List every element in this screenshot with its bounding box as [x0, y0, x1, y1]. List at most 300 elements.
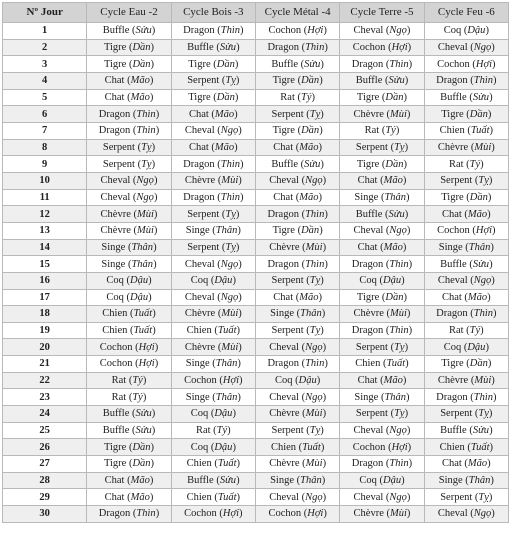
animal-name-fr: Serpent — [355, 141, 388, 153]
animal-name-vi: Thìn — [473, 75, 494, 87]
zodiac-cell: Cheval (Ngọ) — [340, 23, 424, 40]
animal-name-vi: Mão — [467, 291, 488, 303]
animal-name-fr: Serpent — [271, 275, 304, 287]
animal-name-vi: Ngọ — [473, 275, 492, 287]
zodiac-cell: Chat (Mão) — [424, 206, 508, 223]
zodiac-cell: Rat (Tý) — [340, 122, 424, 139]
animal-name-fr: Cheval — [100, 175, 131, 187]
day-number-cell: 20 — [3, 339, 87, 356]
animal-name-vi: Ngọ — [305, 175, 323, 187]
animal-name-fr: Singe — [185, 391, 210, 403]
animal-name-fr: Cheval — [353, 491, 384, 503]
animal-name-fr: Cochon — [184, 508, 217, 520]
zodiac-cell: Singe (Thân) — [255, 472, 339, 489]
table-row — [3, 272, 509, 289]
animal-name-vi: Mão — [383, 241, 403, 253]
animal-name-fr: Rat — [111, 391, 127, 403]
animal-name-vi: Hợi — [391, 41, 408, 53]
animal-name-fr: Chèvre — [437, 375, 469, 387]
animal-name-vi: Tỵ — [478, 408, 489, 420]
zodiac-cell: Cheval (Ngọ) — [255, 489, 339, 506]
animal-name-fr: Dragon — [267, 258, 299, 270]
animal-name-vi: Hợi — [138, 358, 155, 370]
header-day-number: Nº Jour — [3, 3, 87, 23]
zodiac-cell: Cochon (Hợi) — [255, 23, 339, 40]
zodiac-cell: Singe (Thân) — [171, 356, 255, 373]
animal-name-vi: Thìn — [305, 358, 325, 370]
animal-name-vi: Ngọ — [220, 125, 239, 137]
animal-name-vi: Tý — [385, 125, 396, 137]
zodiac-cell: Serpent (Tỵ) — [171, 206, 255, 223]
zodiac-cell: Chèvre (Mùi) — [255, 456, 339, 473]
zodiac-cell: Serpent (Tỵ) — [87, 139, 171, 156]
animal-name-vi: Thân — [215, 358, 238, 370]
zodiac-cell: Dragon (Thìn) — [255, 356, 339, 373]
zodiac-cell: Coq (Dậu) — [171, 272, 255, 289]
animal-name-vi: Tuất — [133, 325, 153, 337]
animal-name-fr: Chien — [439, 125, 465, 137]
animal-name-vi: Mùi — [389, 108, 407, 120]
zodiac-cell: Serpent (Tỵ) — [87, 156, 171, 173]
zodiac-cell: Tigre (Dần) — [424, 189, 508, 206]
zodiac-cell: Tigre (Dần) — [87, 39, 171, 56]
day-number-cell: 7 — [3, 122, 87, 139]
zodiac-cell: Coq (Dậu) — [87, 272, 171, 289]
zodiac-cell: Dragon (Thìn) — [424, 72, 508, 89]
zodiac-cell: Cheval (Ngọ) — [340, 489, 424, 506]
header-row — [3, 3, 509, 23]
zodiac-cell: Dragon (Thìn) — [340, 322, 424, 339]
header-cycle-earth: Cycle Terre -5 — [340, 3, 424, 23]
animal-name-fr: Chat — [441, 291, 462, 303]
animal-name-vi: Mão — [299, 291, 319, 303]
animal-name-fr: Cochon — [99, 341, 133, 353]
zodiac-cell: Chat (Mão) — [171, 139, 255, 156]
animal-name-fr: Chien — [102, 308, 128, 320]
header-cycle-metal: Cycle Métal -4 — [255, 3, 339, 23]
day-number-cell: 17 — [3, 289, 87, 306]
zodiac-cell: Chèvre (Mùi) — [340, 306, 424, 323]
animal-name-vi: Dần — [385, 291, 404, 303]
animal-name-vi: Tý — [301, 91, 312, 103]
animal-name-vi: Thìn — [136, 125, 156, 137]
zodiac-cell: Dragon (Thìn) — [171, 156, 255, 173]
animal-name-fr: Chat — [188, 108, 209, 120]
animal-name-vi: Ngọ — [305, 391, 323, 403]
animal-name-fr: Tigre — [272, 125, 295, 137]
animal-name-vi: Hợi — [222, 375, 240, 387]
table-row — [3, 422, 509, 439]
zodiac-cell: Buffle (Sửu) — [424, 256, 508, 273]
day-number-cell: 3 — [3, 56, 87, 73]
animal-name-vi: Mùi — [221, 341, 239, 353]
animal-name-fr: Chèvre — [100, 225, 131, 237]
table-row — [3, 289, 509, 306]
animal-name-fr: Chèvre — [184, 308, 216, 320]
zodiac-cell: Tigre (Dần) — [87, 439, 171, 456]
animal-name-fr: Dragon — [436, 308, 468, 320]
animal-name-vi: Mùi — [305, 458, 323, 470]
zodiac-cell: Singe (Thân) — [171, 222, 255, 239]
animal-name-vi: Sửu — [304, 158, 321, 170]
zodiac-cell: Tigre (Dần) — [87, 56, 171, 73]
zodiac-cell: Dragon (Thìn) — [171, 23, 255, 40]
animal-name-vi: Mão — [467, 208, 488, 220]
animal-name-fr: Cheval — [437, 275, 468, 287]
animal-name-vi: Ngọ — [220, 291, 239, 303]
animal-name-fr: Coq — [443, 25, 462, 37]
day-number-cell: 21 — [3, 356, 87, 373]
animal-name-vi: Sửu — [135, 408, 152, 420]
zodiac-cell: Singe (Thân) — [255, 306, 339, 323]
table-row — [3, 106, 509, 123]
animal-name-vi: Sửu — [304, 58, 321, 70]
zodiac-cell: Serpent (Tỵ) — [255, 106, 339, 123]
zodiac-cell: Serpent (Tỵ) — [255, 322, 339, 339]
animal-name-vi: Mùi — [474, 375, 492, 387]
animal-name-fr: Chèvre — [353, 508, 384, 520]
animal-name-vi: Dậu — [383, 275, 402, 287]
animal-name-vi: Dần — [132, 41, 151, 53]
zodiac-cell: Buffle (Sửu) — [87, 406, 171, 423]
animal-name-vi: Ngọ — [136, 191, 154, 203]
zodiac-cell: Cheval (Ngọ) — [255, 389, 339, 406]
animal-name-fr: Tigre — [441, 358, 464, 370]
animal-name-vi: Tỵ — [141, 141, 152, 153]
animal-name-fr: Dragon — [267, 208, 299, 220]
animal-name-vi: Thân — [215, 391, 238, 403]
animal-name-fr: Rat — [448, 325, 464, 337]
zodiac-cell: Chien (Tuất) — [340, 356, 424, 373]
animal-name-fr: Tigre — [356, 91, 380, 103]
zodiac-cell: Serpent (Tỵ) — [255, 272, 339, 289]
table-row — [3, 256, 509, 273]
animal-name-vi: Tỵ — [478, 175, 489, 187]
table-row — [3, 56, 509, 73]
animal-name-fr: Cheval — [353, 25, 384, 37]
animal-name-fr: Chien — [270, 441, 297, 453]
zodiac-cell: Cochon (Hợi) — [171, 372, 255, 389]
zodiac-cell: Serpent (Tỵ) — [255, 422, 339, 439]
animal-name-vi: Sửu — [135, 25, 152, 37]
zodiac-cell: Tigre (Dần) — [87, 456, 171, 473]
animal-name-fr: Singe — [354, 391, 379, 403]
zodiac-cell: Cheval (Ngọ) — [87, 189, 171, 206]
animal-name-vi: Ngọ — [220, 258, 239, 270]
animal-name-vi: Ngọ — [389, 25, 407, 37]
animal-name-vi: Dậu — [214, 408, 233, 420]
animal-name-fr: Serpent — [271, 425, 304, 437]
animal-name-fr: Chat — [273, 291, 294, 303]
zodiac-cell: Rat (Tý) — [87, 389, 171, 406]
animal-name-vi: Hợi — [475, 58, 493, 70]
animal-name-fr: Serpent — [187, 208, 220, 220]
animal-name-fr: Cheval — [184, 291, 215, 303]
animal-name-fr: Buffle — [440, 425, 467, 437]
animal-name-fr: Dragon — [98, 125, 131, 137]
animal-name-vi: Dần — [216, 91, 235, 103]
zodiac-cell: Buffle (Sửu) — [87, 23, 171, 40]
animal-name-fr: Chèvre — [269, 458, 300, 470]
animal-name-vi: Hợi — [222, 508, 240, 520]
animal-name-fr: Coq — [106, 291, 124, 303]
animal-name-vi: Sửu — [472, 91, 490, 103]
day-number-cell: 1 — [3, 23, 87, 40]
day-number-cell: 30 — [3, 506, 87, 523]
zodiac-cell: Tigre (Dần) — [340, 89, 424, 106]
table-row — [3, 389, 509, 406]
zodiac-cell: Cheval (Ngọ) — [255, 339, 339, 356]
animal-name-fr: Buffle — [187, 41, 214, 53]
animal-name-fr: Dragon — [267, 358, 299, 370]
animal-name-fr: Rat — [448, 158, 464, 170]
day-number-cell: 27 — [3, 456, 87, 473]
zodiac-cell: Coq (Dậu) — [424, 339, 508, 356]
animal-name-fr: Tigre — [188, 58, 211, 70]
animal-name-vi: Dậu — [467, 341, 486, 353]
animal-name-vi: Mão — [383, 375, 403, 387]
animal-name-vi: Dần — [132, 441, 151, 453]
animal-name-fr: Tigre — [356, 158, 380, 170]
zodiac-cell: Chien (Tuất) — [87, 322, 171, 339]
animal-name-fr: Chat — [357, 175, 378, 187]
zodiac-cell: Dragon (Thìn) — [255, 256, 339, 273]
animal-name-fr: Singe — [101, 258, 126, 270]
animal-name-fr: Chien — [186, 325, 212, 337]
animal-name-vi: Thìn — [389, 258, 409, 270]
animal-name-vi: Ngọ — [473, 508, 492, 520]
animal-name-vi: Thìn — [220, 25, 241, 37]
zodiac-cell: Chèvre (Mùi) — [340, 506, 424, 523]
animal-name-fr: Cochon — [184, 375, 217, 387]
zodiac-cell: Serpent (Tỵ) — [340, 406, 424, 423]
zodiac-cell: Singe (Thân) — [340, 189, 424, 206]
header-cycle-wood: Cycle Bois -3 — [171, 3, 255, 23]
animal-name-fr: Buffle — [271, 58, 299, 70]
animal-name-fr: Cochon — [437, 58, 470, 70]
day-number-cell: 9 — [3, 156, 87, 173]
zodiac-cell: Chèvre (Mùi) — [171, 339, 255, 356]
zodiac-cell: Chèvre (Mùi) — [340, 106, 424, 123]
table-row — [3, 222, 509, 239]
animal-name-vi: Tỵ — [225, 208, 236, 220]
animal-name-vi: Tý — [469, 325, 481, 337]
animal-name-vi: Tỵ — [309, 108, 321, 120]
zodiac-cell: Dragon (Thìn) — [340, 256, 424, 273]
animal-name-vi: Dậu — [130, 291, 149, 303]
zodiac-cell: Cheval (Ngọ) — [171, 122, 255, 139]
animal-name-vi: Tuất — [386, 358, 406, 370]
zodiac-cell: Chat (Mão) — [340, 239, 424, 256]
zodiac-cell: Chien (Tuất) — [171, 489, 255, 506]
animal-name-fr: Chèvre — [100, 208, 131, 220]
table-row — [3, 406, 509, 423]
zodiac-cell: Chat (Mão) — [87, 89, 171, 106]
animal-name-vi: Thân — [131, 241, 154, 253]
zodiac-cell: Serpent (Tỵ) — [171, 239, 255, 256]
animal-name-vi: Hợi — [138, 341, 155, 353]
animal-name-fr: Serpent — [102, 141, 135, 153]
animal-name-vi: Tuất — [470, 125, 490, 137]
animal-name-vi: Thìn — [220, 158, 241, 170]
animal-name-vi: Thìn — [305, 41, 325, 53]
day-number-cell: 15 — [3, 256, 87, 273]
animal-name-vi: Dậu — [298, 375, 317, 387]
animal-name-vi: Tý — [132, 375, 143, 387]
animal-name-fr: Cochon — [437, 225, 470, 237]
animal-name-vi: Tuất — [302, 441, 321, 453]
animal-name-vi: Thân — [468, 475, 491, 487]
animal-name-vi: Tuất — [217, 491, 237, 503]
table-row — [3, 306, 509, 323]
animal-name-vi: Thìn — [473, 391, 494, 403]
zodiac-cell: Tigre (Dần) — [171, 89, 255, 106]
animal-name-vi: Dậu — [214, 275, 233, 287]
animal-name-fr: Buffle — [102, 425, 130, 437]
animal-name-fr: Cheval — [184, 258, 215, 270]
animal-name-vi: Dần — [469, 108, 488, 120]
zodiac-cell: Chat (Mão) — [340, 172, 424, 189]
animal-name-vi: Thìn — [389, 325, 409, 337]
animal-name-fr: Chat — [273, 141, 294, 153]
zodiac-cell: Cochon (Hợi) — [340, 439, 424, 456]
zodiac-cell: Chat (Mão) — [340, 372, 424, 389]
animal-name-fr: Serpent — [271, 108, 304, 120]
zodiac-cell: Coq (Dậu) — [340, 472, 424, 489]
zodiac-cell: Cheval (Ngọ) — [87, 172, 171, 189]
animal-name-vi: Sửu — [135, 425, 152, 437]
animal-name-vi: Sửu — [388, 208, 405, 220]
animal-name-fr: Tigre — [103, 58, 127, 70]
day-number-cell: 2 — [3, 39, 87, 56]
animal-name-fr: Tigre — [188, 91, 211, 103]
zodiac-cell: Buffle (Sửu) — [340, 206, 424, 223]
table-row — [3, 239, 509, 256]
animal-name-vi: Thìn — [473, 308, 494, 320]
animal-name-fr: Chat — [357, 375, 378, 387]
animal-name-fr: Serpent — [271, 325, 304, 337]
animal-name-fr: Chat — [273, 191, 294, 203]
day-number-cell: 11 — [3, 189, 87, 206]
day-number-cell: 25 — [3, 422, 87, 439]
animal-name-vi: Thìn — [220, 191, 241, 203]
animal-name-vi: Dần — [301, 75, 320, 87]
zodiac-cell: Singe (Thân) — [424, 472, 508, 489]
animal-name-vi: Thân — [384, 191, 407, 203]
animal-name-vi: Mão — [299, 141, 319, 153]
animal-name-vi: Hợi — [475, 225, 493, 237]
zodiac-cell: Cochon (Hợi) — [424, 56, 508, 73]
animal-name-vi: Mão — [383, 175, 403, 187]
animal-name-vi: Hợi — [307, 25, 324, 37]
animal-name-fr: Chat — [188, 141, 209, 153]
zodiac-cell: Dragon (Thìn) — [171, 189, 255, 206]
animal-name-fr: Singe — [438, 475, 463, 487]
zodiac-cell: Tigre (Dần) — [340, 289, 424, 306]
animal-name-vi: Tý — [469, 158, 481, 170]
table-row — [3, 172, 509, 189]
animal-name-vi: Tỵ — [309, 425, 321, 437]
zodiac-cell: Dragon (Thìn) — [424, 389, 508, 406]
table-row — [3, 156, 509, 173]
animal-name-fr: Serpent — [440, 491, 473, 503]
animal-name-fr: Serpent — [355, 408, 388, 420]
animal-name-fr: Dragon — [351, 325, 384, 337]
animal-name-vi: Tỵ — [394, 141, 405, 153]
animal-name-vi: Mão — [130, 75, 150, 87]
animal-name-fr: Chat — [104, 91, 125, 103]
zodiac-cell: Chat (Mão) — [424, 289, 508, 306]
animal-name-fr: Chèvre — [184, 341, 216, 353]
zodiac-cell: Cheval (Ngọ) — [424, 506, 508, 523]
animal-name-vi: Dần — [132, 458, 151, 470]
table-row — [3, 489, 509, 506]
animal-name-fr: Singe — [354, 191, 379, 203]
animal-name-vi: Dậu — [130, 275, 149, 287]
animal-name-fr: Serpent — [187, 75, 220, 87]
table-row — [3, 506, 509, 523]
zodiac-cell: Chat (Mão) — [87, 489, 171, 506]
animal-name-fr: Chat — [441, 208, 462, 220]
animal-name-fr: Cheval — [269, 391, 299, 403]
animal-name-vi: Sửu — [388, 75, 405, 87]
zodiac-cell: Dragon (Thìn) — [255, 206, 339, 223]
zodiac-cell: Serpent (Tỵ) — [171, 72, 255, 89]
animal-name-fr: Singe — [101, 241, 126, 253]
animal-name-vi: Dần — [469, 358, 488, 370]
zodiac-cell: Tigre (Dần) — [340, 156, 424, 173]
table-row — [3, 89, 509, 106]
zodiac-cell: Chien (Tuất) — [424, 122, 508, 139]
zodiac-cell: Chèvre (Mùi) — [87, 206, 171, 223]
animal-name-fr: Dragon — [183, 191, 215, 203]
animal-name-vi: Mão — [130, 491, 150, 503]
animal-name-vi: Mão — [130, 91, 150, 103]
zodiac-cell: Singe (Thân) — [87, 256, 171, 273]
animal-name-fr: Chèvre — [437, 141, 469, 153]
animal-name-fr: Tigre — [441, 108, 464, 120]
zodiac-cell: Cochon (Hợi) — [171, 506, 255, 523]
zodiac-cell: Rat (Tý) — [87, 372, 171, 389]
animal-name-vi: Dần — [469, 191, 488, 203]
day-number-cell: 4 — [3, 72, 87, 89]
animal-name-vi: Tỵ — [478, 491, 489, 503]
animal-name-fr: Buffle — [440, 91, 467, 103]
animal-name-fr: Chat — [104, 475, 125, 487]
animal-name-fr: Buffle — [187, 475, 214, 487]
animal-name-fr: Coq — [190, 408, 209, 420]
animal-name-fr: Chat — [104, 491, 125, 503]
animal-name-fr: Chat — [441, 458, 462, 470]
animal-name-vi: Ngọ — [136, 175, 154, 187]
zodiac-cell: Serpent (Tỵ) — [424, 172, 508, 189]
animal-name-vi: Tỵ — [309, 275, 321, 287]
zodiac-cell: Singe (Thân) — [171, 389, 255, 406]
zodiac-cell: Serpent (Tỵ) — [424, 406, 508, 423]
animal-name-fr: Cheval — [353, 425, 384, 437]
animal-name-fr: Singe — [270, 308, 294, 320]
zodiac-cell: Buffle (Sửu) — [255, 156, 339, 173]
animal-name-vi: Ngọ — [473, 41, 492, 53]
animal-name-vi: Thân — [384, 391, 407, 403]
table-row — [3, 356, 509, 373]
animal-name-vi: Tỵ — [394, 408, 405, 420]
animal-name-fr: Singe — [438, 241, 463, 253]
day-number-cell: 5 — [3, 89, 87, 106]
animal-name-vi: Ngọ — [389, 491, 407, 503]
zodiac-cell: Coq (Dậu) — [171, 406, 255, 423]
animal-name-fr: Dragon — [436, 75, 468, 87]
